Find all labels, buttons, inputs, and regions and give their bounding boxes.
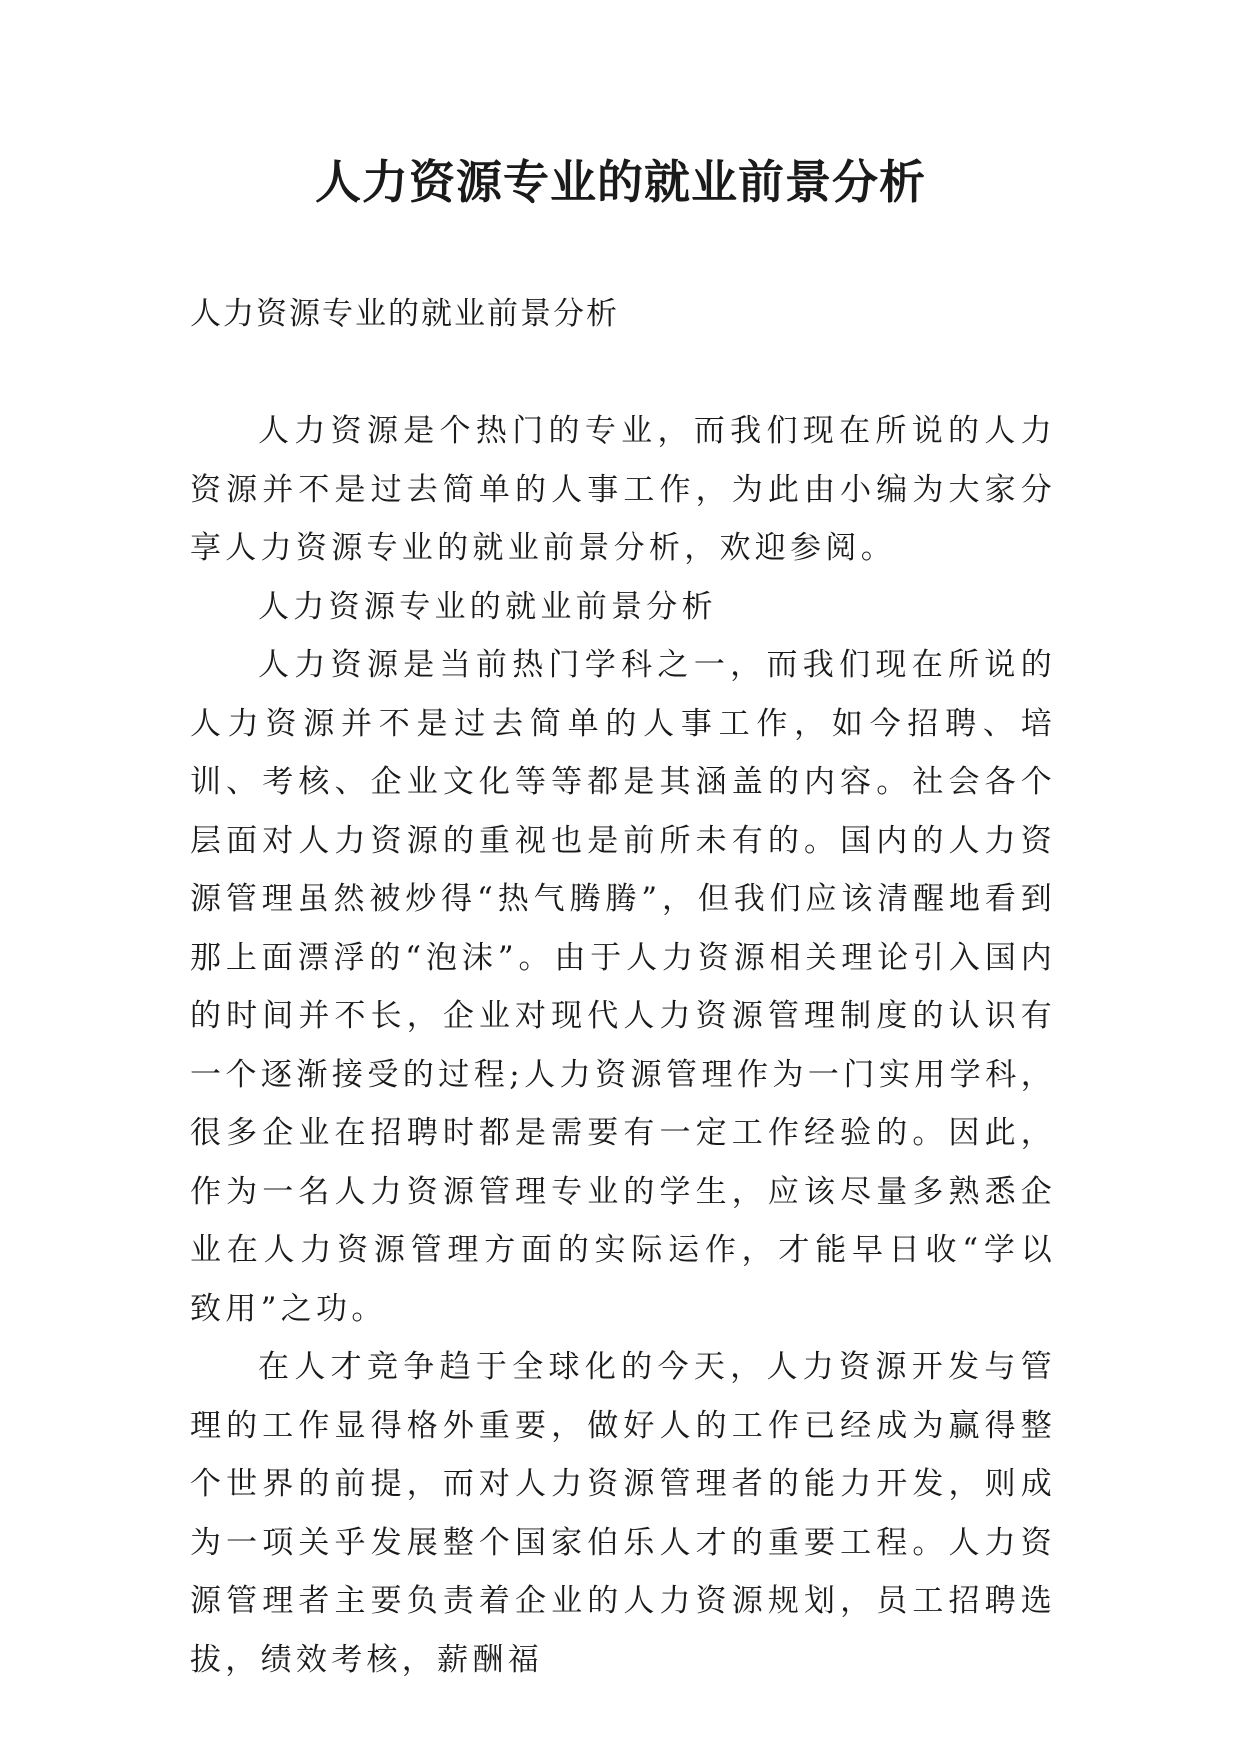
paragraph-globalization: 在人才竞争趋于全球化的今天，人力资源开发与管理的工作显得格外重要，做好人的工作已经成为赢得整个世界的前提，而对人力资源管理者的能力开发，则成为一项关乎发展整个国家伯乐人才的重要工程。人力资源管理者主要负责着企业的人力资源规划，员工招聘选拔，绩效考核，薪酬福: [190, 1349, 1056, 1678]
document-subtitle: 人力资源专业的就业前景分析: [190, 296, 619, 332]
document-title: 人力资源专业的就业前景分析: [315, 155, 926, 209]
document-body: [190, 402, 1056, 1689]
paragraph-overview: 人力资源是当前热门学科之一，而我们现在所说的人力资源并不是过去简单的人事工作，如今招聘、培训、考核、企业文化等等都是其涵盖的内容。社会各个层面对人力资源的重视也是前所未有的。国内的人力资源管理虽然被炒得“热气腾腾”，但我们应该清醒地看到那上面漂浮的“泡沫”。由于人力资源相关理论引入国内的时间并不长，企业对现代人力资源管理制度的认识有一个逐渐接受的过程;人力资源管理作为一门实用学科，很多企业在招聘时都是需要有一定工作经验的。因此，作为一名人力资源管理专业的学生，应该尽量多熟悉企业在人力资源管理方面的实际运作，才能早日收“学以致用”之功。: [190, 647, 1056, 1327]
paragraph-section-heading: 人力资源专业的就业前景分析: [258, 588, 717, 625]
paragraph-intro: 人力资源是个热门的专业，而我们现在所说的人力资源并不是过去简单的人事工作，为此由小编为大家分享人力资源专业的就业前景分析，欢迎参阅。: [190, 413, 1056, 566]
